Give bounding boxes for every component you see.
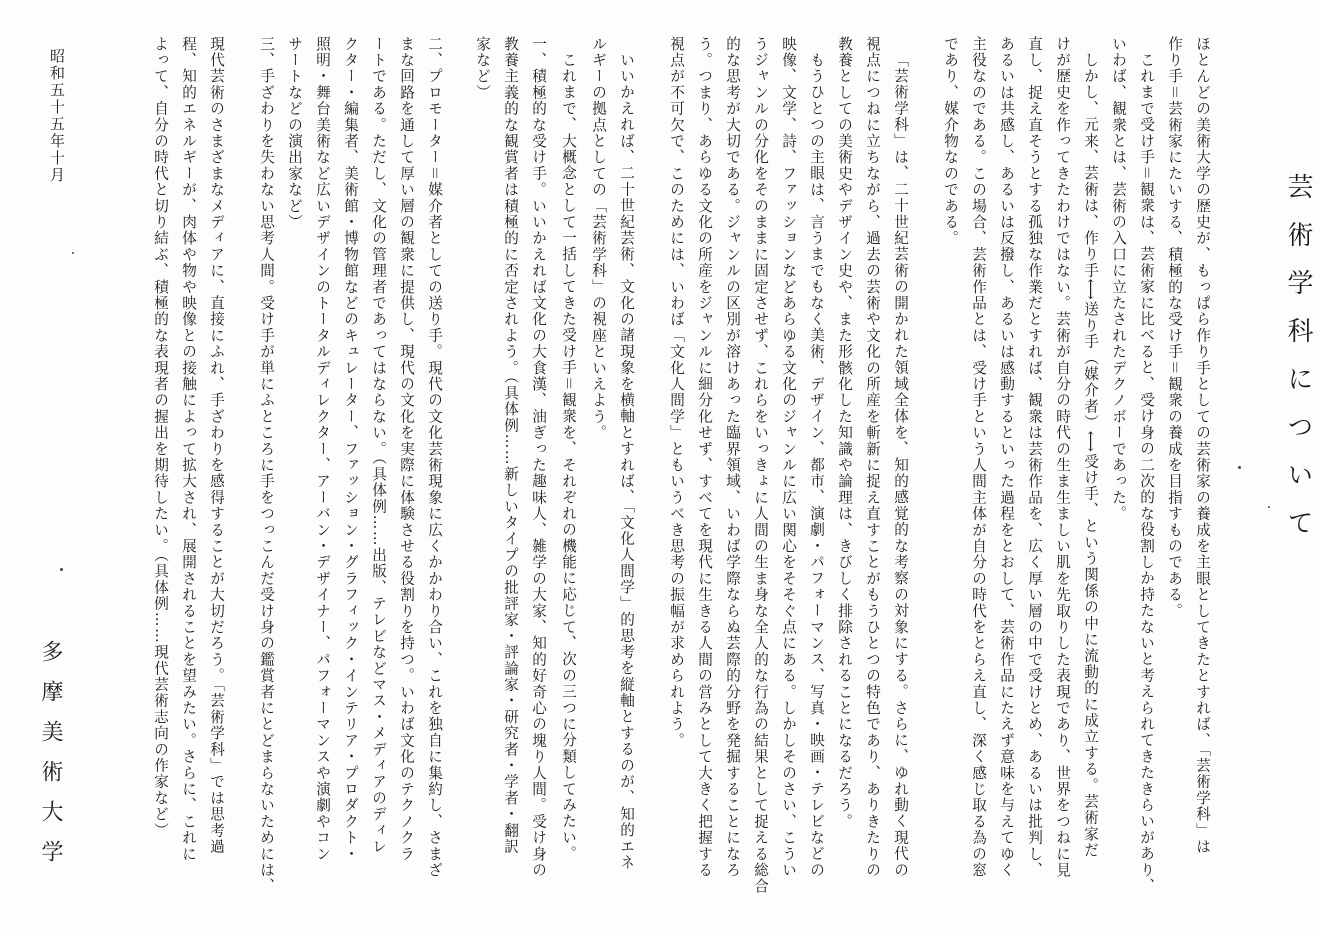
text-column: であり、媒介物なのである。: [942, 36, 959, 247]
text-column: ートである。ただし、文化の管理者であってはならない。（具体例……出版、テレビなどマス・メディアのディレ: [370, 36, 387, 855]
print-speck: [1238, 466, 1241, 469]
print-speck: [72, 252, 74, 254]
text-column: 一、積極的な受け手。いいかえれば文化の大食漢、油ぎった趣味人、雑学の大家、知的好奇心の塊り人間。受け身の: [530, 36, 547, 879]
text-column: これまで受け手＝観衆は、芸術家に比べると、受け身の二次的な役割しか持たないと考えられてきたきらいがあり、: [1138, 52, 1155, 895]
print-speck: [60, 568, 63, 571]
text-column: 家など）: [474, 36, 491, 101]
text-column: クター・編集者、美術館・博物館などのキュレーター、ファッション・グラフィック・インテリア・プロダクト・: [342, 36, 359, 863]
text-column: けが歴史を作ってきたわけではない。芸術が自分の時代の生ま生ましい肌を先取りした表現であり、世界をつねに見: [1054, 36, 1071, 879]
text-column: よって、自分の時代と切り結ぶ、積極的な表現者の握出を期待したい。（具体例……現代芸術志向の作家など）: [152, 36, 169, 839]
document-date: 昭和五十五年十月: [48, 48, 66, 184]
text-column: 視点が不可欠で、このためには、いわば「文化人間学」ともいうべき思考の振幅が求められよう。: [668, 36, 685, 749]
text-column: 現代芸術のさまざまなメディアに、直接にふれ、手ざわりを感得することが大切だろう。「芸術学科」では思考過: [208, 36, 225, 855]
text-column: 三、手ざわりを失わない思考人間。受け手が単にふところに手をつっこんだ受け身の鑑賞者にとどまらないためには、: [258, 36, 275, 895]
text-column: 直し、捉え直そうとする孤独な作業だとすれば、観衆は芸術作品を、広く厚い層の中で受けとめ、あるいは批判し、: [1026, 36, 1043, 879]
text-column: ルギーの拠点としての「芸術学科」の視座といえよう。: [590, 36, 607, 441]
text-column: 映像、文学、詩、ファッションなどあらゆる文化のジャンルに広い関心をそそぐ点にある。しかしそのさい、こうい: [780, 36, 797, 879]
text-column: 「芸術学科」は、二十世紀芸術の開かれた領域全体を、知的感覚的な考察の対象にする。さらに、ゆれ動く現代の: [892, 52, 909, 879]
text-column: 程、知的エネルギーが、肉体や物や映像との接触によって拡大され、展開されることを望みたい。さらに、これに: [180, 36, 197, 863]
text-column: 二、プロモーター＝媒介者としての送り手。現代の文化芸術現象に広くかかわり合い、これを独自に集約し、さまざ: [426, 36, 443, 879]
text-column: サートなどの演出家など）: [286, 36, 303, 231]
text-column: ほとんどの美術大学の歴史が、もっぱら作り手としての芸術家の養成を主眼としてきたとすれば、「芸術学科」は: [1194, 36, 1211, 855]
document-author: 多摩美術大学: [38, 640, 63, 880]
text-column: 視点につねに立ちながら、過去の芸術や文化の所産を斬新に捉え直すことがもうひとつの特色であり、ありきたりの: [864, 36, 881, 879]
text-column: 照明・舞台美術など広いデザインのトータルディレクター、アーバン・デザイナー、パフォーマンスや演劇やコン: [314, 36, 331, 863]
text-column: 作り手＝芸術家にたいする、積極的な受け手＝観衆の養成を目指すものである。: [1166, 36, 1183, 620]
text-column: しかし、元来、芸術は、作り手⟷送り手（媒介者）⟷受け手、という関係の中に流動的に成立する。芸術家だ: [1082, 52, 1099, 859]
text-column: いわば、観衆とは、芸術の入口に立たされたデクノボーであった。: [1110, 36, 1127, 522]
text-column: いいかえれば、二十世紀芸術、文化の諸現象を横軸とすれば、「文化人間学」的思考を縦軸とするのが、知的エネ: [618, 52, 635, 871]
text-column: まな回路を通して厚い層の観衆に提供し、現代の文化を実際に体験させる役割りを持つ。いわば文化のテクノクラ: [398, 36, 415, 863]
text-column: 的な思考が大切である。ジャンルの区別が溶けあった臨界領域、いわば学際ならぬ芸際的分野を発掘することになろ: [724, 36, 741, 879]
text-column: 教養としての美術史やデザイン史や、また形骸化した知識や論理は、きびしく排除されることになるだろう。: [836, 36, 853, 830]
text-column: う。つまり、あらゆる文化の所産をジャンルに細分化せず、すべてを現代に生きる人間の営みとして大きく把握する: [696, 36, 713, 879]
text-column: もうひとつの主眼は、言うまでもなく美術、デザイン、都市、演劇・パフォーマンス、写真・映画・テレビなどの: [808, 52, 825, 879]
text-column: あるいは共感し、あるいは反撥し、あるいは感動するといった過程をとおして、芸術作品にたえず意味を与えてゆく: [998, 36, 1015, 879]
text-column: 主役なのである。この場合、芸術作品とは、受け手という人間主体が自分の時代をとらえ直し、深く感じ取る為の窓: [970, 36, 987, 879]
document-title: 芸術学科について: [1283, 173, 1313, 557]
text-column: 教養主義的な観賞者は積極的に否定されよう。（具体例……新しいタイプの批評家・評論家・研究者・学者・翻訳: [502, 36, 519, 855]
print-speck: [1268, 506, 1270, 508]
title-block: [1278, 40, 1318, 600]
text-column: これまで、大概念として一括してきた受け手＝観衆を、それぞれの機能に応じて、次の三つに分類してみたい。: [560, 52, 577, 862]
text-column: うジャンルの分化をそのままに固定させず、これらをいっきょに人間の生ま身な全人的な行為の結果として捉える総合: [752, 36, 769, 895]
